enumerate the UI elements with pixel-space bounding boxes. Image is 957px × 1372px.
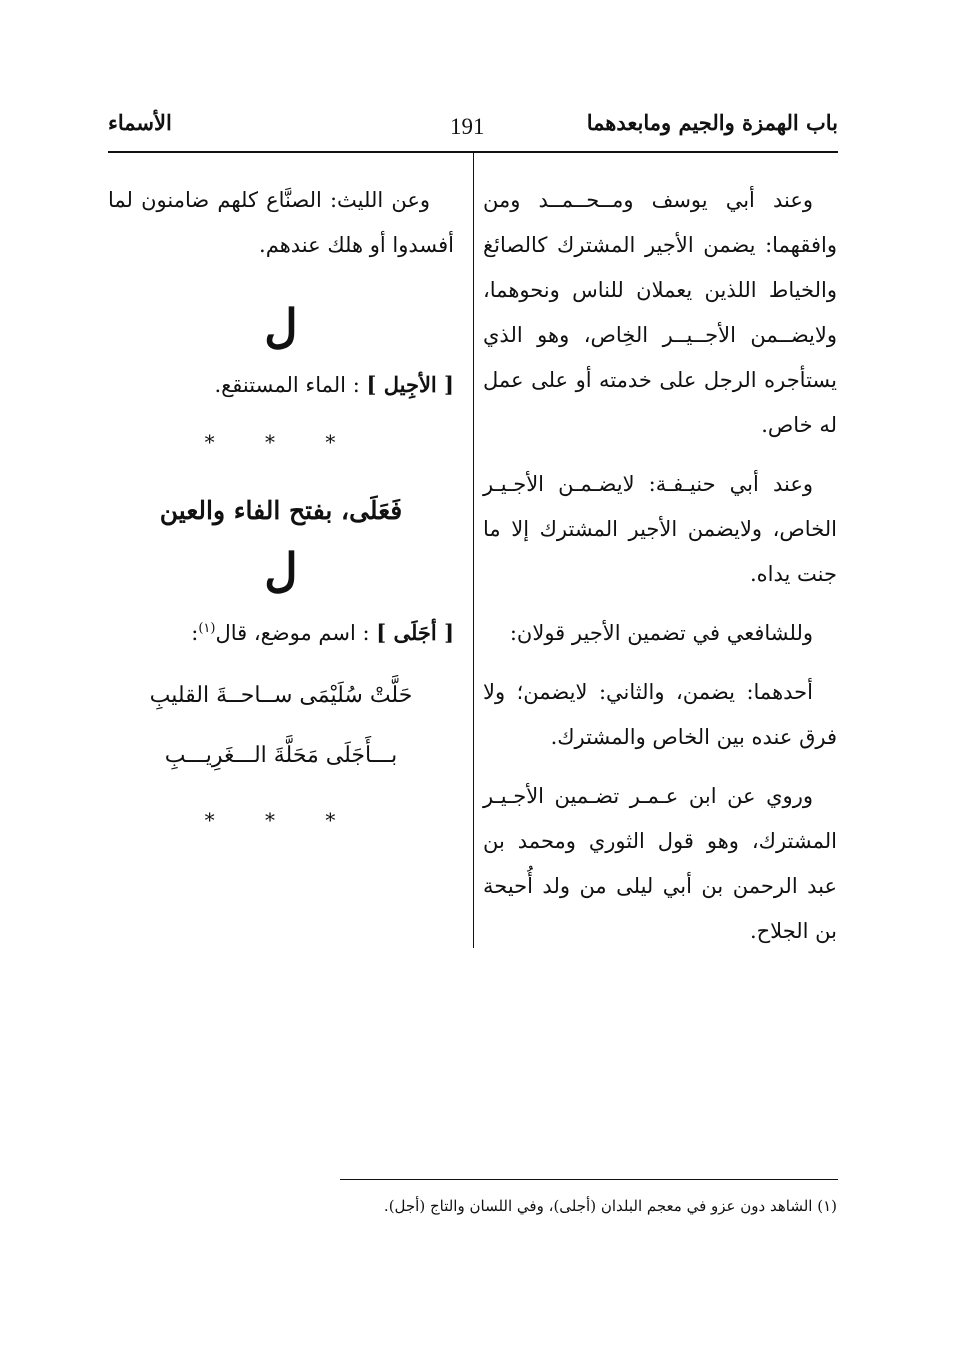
paragraph: وعند أبي حنيـفـة: لايضـمـن الأجـيـر الخاص، ولايضمن الأجير المشترك إلا ما جنت يداه. — [483, 472, 837, 586]
page-header — [108, 100, 838, 150]
dictionary-entry — [108, 606, 454, 656]
entry-punctuation: : — [191, 621, 199, 645]
section-heading: فَعَلَى، بفتح الفاء والعين — [159, 496, 403, 525]
letter-heading: ل — [264, 299, 298, 353]
entry-headword: [ الأجِيل ] — [366, 372, 454, 397]
section-separator: * * * — [204, 808, 358, 832]
letter-heading: ل — [264, 543, 298, 597]
footnote-rule — [340, 1179, 838, 1180]
entry-headword: [ أجَلَى ] — [376, 620, 454, 645]
page-number: 191 — [450, 114, 485, 139]
intro-paragraph: وعن الليث: الصنَّاع كلهم ضامنون لما أفسدوا أو هلك عندهم. — [108, 188, 454, 257]
dictionary-entry — [108, 362, 454, 408]
section-title: الأسماء — [108, 110, 172, 135]
paragraph: وروي عن ابن عـمـر تضـمين الأجـيـر المشترك، وهو قول الثوري ومحمد بن عبد الرحمن بن أبي ليلى من ولد أُحيحة بن الجلاح. — [483, 784, 837, 943]
chapter-title: باب الهمزة والجيم ومابعدهما — [586, 110, 838, 135]
footnote-reference[interactable]: (١) — [198, 621, 216, 636]
section-separator: * * * — [204, 430, 358, 454]
column-divider — [473, 153, 474, 948]
left-column — [108, 178, 454, 840]
paragraph: وللشافعي في تضمين الأجير قولان: — [509, 621, 813, 645]
verse-line: حَلَّتْ سُلَيْمَى ســاحــةَ القليبِ — [149, 683, 413, 708]
paragraph: وعند أبي يوسف ومــحــمــد ومن وافقهما: يضمن الأجير المشترك كالصائغ والخياط اللذين يعملان للناس ونحوهما، ولايضــمن الأجــيــر الخِاص، وهو الذي يستأجره الرجل على خدمته أو على عمل له خاص. — [483, 188, 837, 437]
entry-definition: : اسم موضع، قال — [215, 621, 370, 645]
entry-definition: : الماء المستنقع. — [214, 373, 360, 397]
footnote: (١) الشاهد دون عزو في معجم البلدان (أجلى)، وفي اللسان والتاج (أجل). — [383, 1197, 837, 1215]
right-column — [483, 178, 837, 968]
paragraph: أحدهما: يضمن، والثاني: لايضمن؛ ولا فرق عنده بين الخاص والمشترك. — [483, 680, 837, 749]
verse-line: بـــأَجَلَى مَحَلَّةَ الـــغَرِيـــبِ — [164, 743, 398, 768]
